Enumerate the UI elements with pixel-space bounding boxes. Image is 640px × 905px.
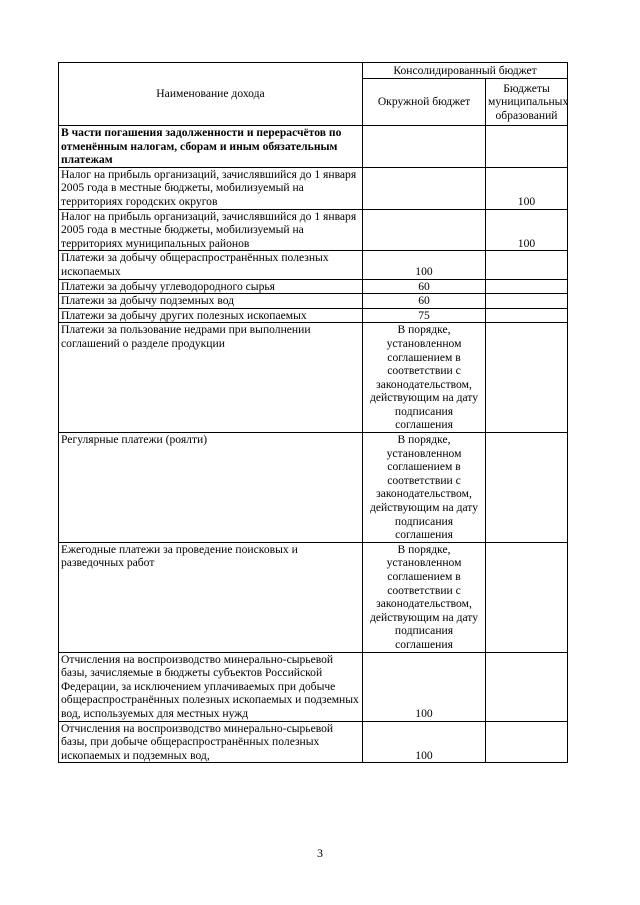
income-name-cell: Платежи за добычу углеводородного сырья — [59, 279, 363, 294]
table-row — [59, 167, 568, 209]
okrug-budget-cell: 100 — [363, 251, 486, 279]
okrug-budget-cell: 100 — [363, 652, 486, 721]
page-number: 3 — [317, 846, 323, 860]
municipal-budget-cell — [486, 126, 568, 168]
income-name-cell: Платежи за пользование недрами при выполнении соглашений о разделе продукции — [59, 323, 363, 433]
okrug-budget-cell: 75 — [363, 308, 486, 323]
header-income-name: Наименование дохода — [59, 63, 363, 126]
municipal-budget-cell — [486, 279, 568, 294]
table-row — [59, 652, 568, 721]
municipal-budget-cell — [486, 323, 568, 433]
header-municipal-budgets: Бюджеты муниципальных образований — [486, 79, 568, 126]
okrug-budget-cell — [363, 209, 486, 251]
header-okrug-budget: Окружной бюджет — [363, 79, 486, 126]
okrug-budget-cell: В порядке, установленном соглашением в соответствии с законодательством, действующим на дату подписания соглашения — [363, 323, 486, 433]
table-row — [59, 542, 568, 652]
table-row — [59, 209, 568, 251]
municipal-budget-cell — [486, 721, 568, 763]
municipal-budget-cell — [486, 294, 568, 309]
okrug-budget-cell: В порядке, установленном соглашением в соответствии с законодательством, действующим на дату подписания соглашения — [363, 433, 486, 543]
table-row — [59, 721, 568, 763]
table-row — [59, 251, 568, 279]
table-row — [59, 308, 568, 323]
okrug-budget-cell — [363, 167, 486, 209]
income-name-cell: Отчисления на воспроизводство минерально-сырьевой базы, зачисляемые в бюджеты субъектов Российской Федерации, за исключением уплачиваемых при добыче общераспространённых полезных ископаемых и подземных вод, используемых для местных нужд — [59, 652, 363, 721]
income-table — [58, 62, 568, 763]
header-consolidated-budget: Консолидированный бюджет — [363, 63, 568, 79]
municipal-budget-cell — [486, 433, 568, 543]
income-name-cell: В части погашения задолженности и перерасчётов по отменённым налогам, сборам и иным обязательным платежам — [59, 126, 363, 168]
income-name-cell: Платежи за добычу общераспространённых полезных ископаемых — [59, 251, 363, 279]
okrug-budget-cell — [363, 126, 486, 168]
income-name-cell: Налог на прибыль организаций, зачислявшийся до 1 января 2005 года в местные бюджеты, мобилизуемый на территориях городских округов — [59, 167, 363, 209]
table-row — [59, 433, 568, 543]
income-name-cell: Ежегодные платежи за проведение поисковых и разведочных работ — [59, 542, 363, 652]
income-name-cell: Регулярные платежи (роялти) — [59, 433, 363, 543]
table-row — [59, 126, 568, 168]
okrug-budget-cell: 60 — [363, 279, 486, 294]
table-row — [59, 279, 568, 294]
income-name-cell: Платежи за добычу подземных вод — [59, 294, 363, 309]
income-name-cell: Налог на прибыль организаций, зачислявшийся до 1 января 2005 года в местные бюджеты, мобилизуемый на территориях муниципальных районов — [59, 209, 363, 251]
municipal-budget-cell: 100 — [486, 209, 568, 251]
municipal-budget-cell — [486, 652, 568, 721]
okrug-budget-cell: В порядке, установленном соглашением в соответствии с законодательством, действующим на дату подписания соглашения — [363, 542, 486, 652]
table-row — [59, 294, 568, 309]
income-name-cell: Платежи за добычу других полезных ископаемых — [59, 308, 363, 323]
okrug-budget-cell: 100 — [363, 721, 486, 763]
table-row — [59, 323, 568, 433]
table-body — [59, 126, 568, 763]
municipal-budget-cell: 100 — [486, 167, 568, 209]
municipal-budget-cell — [486, 251, 568, 279]
okrug-budget-cell: 60 — [363, 294, 486, 309]
municipal-budget-cell — [486, 308, 568, 323]
income-name-cell: Отчисления на воспроизводство минерально-сырьевой базы, при добыче общераспространённых полезных ископаемых и подземных вод, — [59, 721, 363, 763]
municipal-budget-cell — [486, 542, 568, 652]
